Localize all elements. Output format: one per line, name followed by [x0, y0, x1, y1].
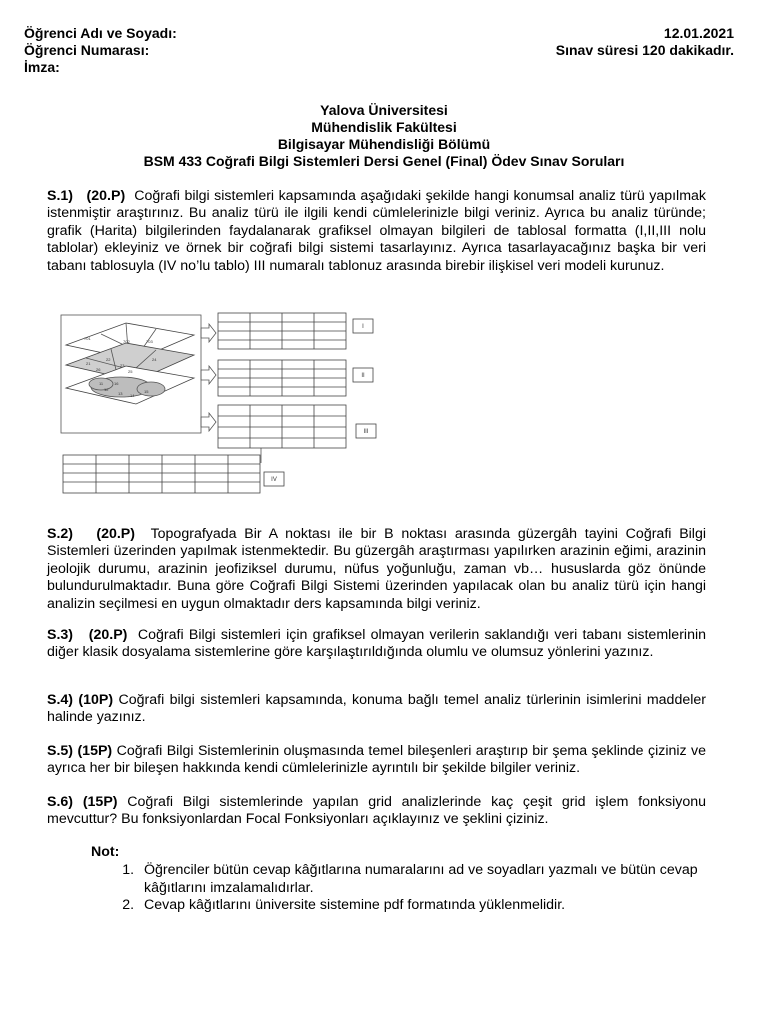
layer-label: 701 — [84, 336, 91, 341]
question-1 — [47, 188, 706, 275]
arrow-to-table-3-icon — [201, 413, 216, 431]
question-points: (10P) — [78, 692, 114, 708]
question-text: Coğrafi Bilgi Sistemlerinin oluşmasında temel bileşenleri araştırıp bir şema şeklinde çiziniz ve ayrıca her bir bileşen hakkında kendi cümlelerinizle ayrıntılı bir şekilde bilgiler veriniz. — [47, 743, 707, 777]
note-item: 2. Cevap kâğıtlarını üniversite sistemine pdf formatında yüklenmelidir. — [138, 897, 711, 914]
question-label: S.3) — [47, 627, 74, 643]
student-number-label: Öğrenci Numarası: — [24, 42, 150, 58]
note-list — [91, 862, 711, 914]
course-title: BSM 433 Coğrafi Bilgi Sistemleri Dersi Genel (Final) Ödev Sınav Soruları — [143, 153, 625, 169]
faculty-name: Mühendislik Fakültesi — [311, 119, 457, 135]
table-4 — [63, 455, 260, 493]
question-5 — [47, 743, 706, 778]
layer-label: 11 — [99, 381, 104, 386]
layer-label: 702 — [123, 339, 130, 344]
exam-date: 12.01.2021 — [663, 25, 734, 41]
student-info-block — [24, 25, 177, 76]
question-points: (20.P) — [88, 627, 128, 643]
question-text: Topografyada Bir A noktası ile bir B noktası arasında güzergâh tayini Coğrafi Bilgi Sistemleri üzerinden yapılmak istenmektedir. Bu güzergâh araştırması yapılırken arazinin eğimi, arazinin jeolojik durumu, arazinin jeofiziksel durumu, nüfus yoğunluğu, zaman vb… hususlarda göz önünde bulundurulmaktadır. Buna göre Coğrafi Bilgi Sistemi üzerinden yapılacak olan bu analiz türü için hangi analizin seçilmesi en uygun olmaktadır ders kapsamında bilgi veriniz. — [47, 526, 707, 612]
layer-label: 22 — [106, 357, 111, 362]
question-points: (15P) — [82, 794, 118, 810]
gis-overlay-figure — [56, 305, 401, 500]
table-1 — [218, 313, 346, 349]
table-label: II — [361, 373, 365, 379]
table-3 — [218, 405, 346, 448]
table-label: IV — [271, 477, 277, 483]
table-label: I — [362, 324, 364, 330]
layer-label: 21 — [86, 361, 91, 366]
layer-label: 24 — [152, 357, 157, 362]
layer-label: 25 — [128, 369, 133, 374]
question-label: S.5) — [47, 743, 74, 759]
layer-label: 23 — [120, 363, 125, 368]
question-label: S.6) — [47, 794, 74, 810]
layer-label: 12 — [104, 387, 109, 392]
table-label: III — [363, 429, 369, 435]
layer-label: 13 — [118, 391, 123, 396]
note-item: 1. Öğrenciler bütün cevap kâğıtlarına numaralarını ad ve soyadları yazmalı ve bütün cevap kâğıtlarını imzalamalıdırlar. — [138, 862, 711, 897]
signature-label: İmza: — [24, 59, 60, 75]
question-3 — [47, 627, 706, 662]
layer-label: 16 — [114, 381, 119, 386]
question-text: Coğrafi bilgi sistemleri kapsamında, konuma bağlı temel analiz türlerinin isimlerini maddeler halinde yazınız. — [47, 692, 706, 726]
layer-label: 15 — [144, 389, 149, 394]
question-text: Coğrafi Bilgi sistemlerinde yapılan grid analizlerinde kaç çeşit grid işlem fonksiyonu mevcuttur? Bu fonksiyonlardan Focal Fonksiyonları açıklayınız ve şeklini çiziniz. — [47, 794, 707, 828]
student-name-label: Öğrenci Adı ve Soyadı: — [24, 25, 177, 41]
department-name: Bilgisayar Mühendisliği Bölümü — [277, 136, 491, 152]
question-points: (20.P) — [96, 526, 135, 542]
question-label: S.1) — [47, 188, 74, 204]
layer-label: 703 — [146, 339, 153, 344]
layer-label: 14 — [130, 393, 135, 398]
question-label: S.2) — [47, 526, 74, 542]
layer-label: 26 — [96, 367, 101, 372]
question-points: (15P) — [77, 743, 113, 759]
question-label: S.4) — [47, 692, 74, 708]
question-2 — [47, 526, 706, 613]
question-4 — [47, 692, 706, 727]
note-title: Not: — [91, 844, 120, 860]
table-2 — [218, 360, 346, 396]
exam-duration: Sınav süresi 120 dakikadır. — [555, 42, 734, 58]
question-text: Coğrafi Bilgi sistemleri için grafiksel olmayan verilerin saklandığı veri tabanı sistemlerinin diğer klasik dosyalama sistemlerine göre karşılaştırıldığında olumlu ve olumsuz yönlerini yazınız. — [47, 627, 706, 661]
question-text: Coğrafi bilgi sistemleri kapsamında aşağıdaki şekilde hangi konumsal analiz türü yapılmak istenmiştir araştırınız. Bu analiz türü ile ilgili kendi cümlelerinizle bilgi veriniz. Ayrıca bu analiz türünde; grafik (Harita) bilgilerinden faydalanarak grafiksel olmayan bilgileri de tablosal formatta (I,II,III nolu tablolar) ekleyiniz ve örnek bir coğrafi bilgi sistemi tasarlayınız. Ayrıca tasarlayacağınız başka bir veri tabanı tablosuyla (IV no’lu tablo) III numaralı tablonuz arasında birebir ilişkisel veri modeli kurunuz. — [47, 188, 707, 274]
arrow-to-table-1-icon — [201, 324, 216, 342]
exam-info-block — [556, 25, 734, 59]
exam-title-block — [0, 102, 768, 170]
question-6 — [47, 794, 706, 829]
university-name: Yalova Üniversitesi — [320, 102, 448, 118]
exam-note — [91, 844, 711, 915]
question-points: (20.P) — [86, 188, 126, 204]
arrow-to-table-2-icon — [201, 366, 216, 384]
